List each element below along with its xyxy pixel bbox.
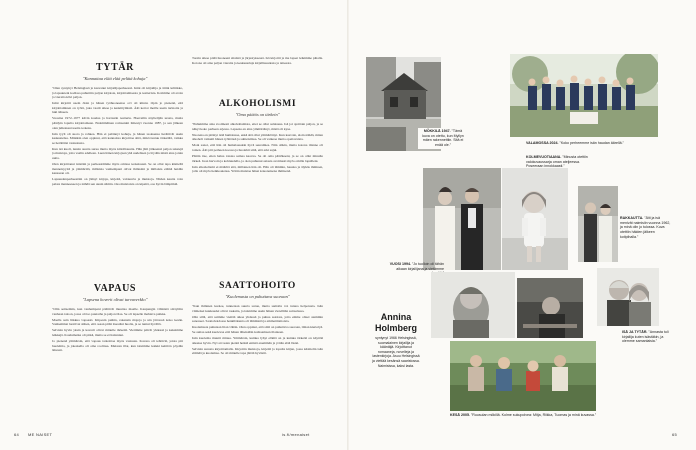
paragraph: "Kun ihminen kuolee, tunnetaan suurta surua, mutta samalla voi tuntea helpotusta. Isän viimeiset kuukaudet olivat raskaita, ja istuimme usein hänen vierellään sairaalassa. xyxy=(192,304,323,313)
paragraph: Kun isä kuoli, tunsin suurta surua mutta myös kiitollisuutta. Hän jätti jälkeensä paljon tekstejä ja muistoja, joita vaalin edelleen. Luen hänen kirjojaan yhä uudelleen ja löydän niistä aina jotain uutta. xyxy=(52,146,183,161)
paragraph: Isäni kirjoitti usein öisin ja hänen työhuoneensa ovi oli kiinni. Opin jo pienenä, että kirjoittaminen on työtä, joka vaatii aikaa ja keskittymistä. Äiti kertoi meille usein tarinoita ja luki ääneen. xyxy=(52,101,183,115)
caption-text: "Jo tuolloin oli tähän aikaan kirjailijana ja vietämme xyxy=(396,262,444,271)
caption-text: "Annasta tuli kirjailija kuten isästäkin, ja olemme samanlaisia." xyxy=(622,330,669,344)
bio-text: syntynyt 1966 Helsingissä, suomalainen kirjailija ja kääntäjä. Kirjoittanut romaaneja, novelleja ja lastenkirjoja. Asuu Helsingissä ja viettää kesänsä saaristossa. Naimisissa, kaksi lasta. xyxy=(372,336,420,368)
paragraph: Isän kuolema muutti minua. Ymmärsin, kuinka lyhyt elämä on ja kuinka tärkeää on käyttää aikansa hyvin. Nyt arvostan pieniä hetkiä entistä enemmän ja yritän elää läsnä. xyxy=(192,336,323,345)
bio-name-last: Holmberg xyxy=(374,323,417,333)
subheading-saattohoito: "Kuolemasta on puhuttava suoraan" xyxy=(225,294,290,299)
photo-father-writing xyxy=(517,278,583,338)
paragraph: Jo pienenä ymmärsin, että vapaus tarkoittaa myös vastuuta. Kotona oli tehtäviä, joista piti huolehtia, ja jokaisella oli oma roolinsa. Muistan illat, kun istuimme kaikki keittiön pöydän ääressä. xyxy=(52,339,183,353)
caption-label: RAKKAUTTA. xyxy=(620,216,644,220)
caption-label: MÖKKILÄ 1947. xyxy=(423,129,451,133)
paragraph: Lapsuudenperheestäni on jäänyt kirjoja, kirjeitä, valokuvia ja muistoja. Niiden kautta voin palata menneeseen ja nähdä sen uusin silmin. Osa muistoista on kipeitä, osa hyvin lämpimiä. xyxy=(52,177,183,186)
paragraph: Selvisin hyvin yksin ja kaverit olivat minulle tärkeitä. Vietimme päivät yhdessä ja keksimme leikkejä. Koulumatka oli pitkä, mutta se ei haitannut. xyxy=(52,328,183,337)
subheading-tytar: "Kannattaa elää elää pelätä kohuja" xyxy=(82,76,148,81)
caption-label: VALAMOSSA 2024. xyxy=(526,141,559,145)
caption-label: VUOSI 1994. xyxy=(389,262,411,266)
paragraph: Moni sanoi, että hän oli humalassakin hyvä seuramies. Niin olikin, mutta kotona tilanne oli toinen. Äiti piti perheen koossa ja huolehti siitä, että arki sujui. xyxy=(192,143,323,152)
paragraph: "Puhuimme aina avoimesti alkoholismista, ettei se ollut salaisuus. Isä joi ajoittain paljon, ja se näkyi koko perheen arjessa. Lapsena en aina ymmärtänyt, mistä oli kyse. xyxy=(192,122,323,131)
column-alkoholismi xyxy=(192,122,323,274)
caption-kesa-2005 xyxy=(450,413,600,418)
heading-tytar: TYTÄR xyxy=(95,62,134,73)
paragraph: Päätin itse, etten halua toistaa samaa kaavaa. Se oli oma päätökseni, ja se on ollut minulle tärkeä. Juon harvoin ja kohtuudella, ja olen puhunut asiasta avoimesti myös omille lapsilleni. xyxy=(192,154,323,163)
photo-parents-couple xyxy=(578,186,618,262)
column-tytar xyxy=(52,86,183,282)
heading-saattohoito: SAATTOHOITO xyxy=(219,281,296,291)
photo-girl-studio xyxy=(502,168,568,270)
folio-left-page-number: 64 xyxy=(14,432,20,437)
paragraph: Maalla sain liikkua vapaasti. Kiipesin puihin, rakensin majoja ja uin järvessä koko kesän. Vanhemmat luottivat siihen, että osaan pitää itsestäni huolta, ja se tuntui hyvältä. xyxy=(52,317,183,327)
page-gutter xyxy=(347,0,349,450)
caption-text: "Koko perheemme isän haudan äärellä." xyxy=(559,141,624,145)
paragraph: Kuolemasta puhutaan liian vähän. Olen oppinut, että siitä on puhuttava suoraan, ilman kiertelyä. Se auttaa sekä kuolevaa että hänen läheisiään kohtaamaan tilanteen. xyxy=(192,325,323,334)
caption-kolmevuotiaana xyxy=(526,155,596,169)
paragraph: "Olen syntynyt Helsingissä ja kasvanut kirjailijaperheessä. Isäni oli kirjailija ja äitini kriitikko, ja lapsuuteni kodissa puhuttiin paljon kirjoista, kirjoittamisesta ja teatterista. Kotimme oli avoin ja vieraita kävi paljon. xyxy=(52,86,183,100)
caption-text: "Äiti ja isä menivät naimisiin vuonna 1962, ja minä olin jo tulossa. Kuva otettiin häiden jälkeen kotipihalla." xyxy=(620,216,671,239)
caption-isa-ja-tytar xyxy=(622,330,674,344)
folio-right-page-number: 65 xyxy=(672,432,678,437)
photo-wedding-couple xyxy=(423,168,501,270)
paragraph: "Olin seitsemän, kun vanhempani päättivät muuttaa maalle. Kaupungin vilinästä siirryttiin vanhaan taloon, jossa oli iso puutarha ja paljon tilaa. Se oli lapselle mahtava paikka. xyxy=(52,307,183,316)
caption-label: KESÄ 2005. xyxy=(450,413,470,417)
caption-rakkautta xyxy=(620,216,672,240)
subheading-alkoholismi: "Oma päätös on tärkein" xyxy=(235,112,280,117)
paragraph: Olen kirjoittanut isästäni ja perheestämme myös omissa teoksissani. Se on ollut tapa käsitellä menneisyyttä ja ymmärtää, millaisia vanhempani olivat ihmisinä ja millaista elämä heidän kanssaan oli. xyxy=(52,162,183,176)
photo-father-daughter xyxy=(597,268,659,326)
paragraph: Nuorena en pitänyt isää humalassa, enkä sitä ollut ymmärtänyt. Kun kasvoin, aloin nähdä, miten alkoholi vaikutti hänen työhönsä ja suhteisiinsa. Se oli vaikeaa mutta opettavaista. xyxy=(192,132,323,142)
column-vapaus xyxy=(52,307,183,425)
paragraph: Olin sillä, että saimme viettää aikaa yhdessä ja puhua asioista, joita emme olleet aiemmin sanoneet. Saattohoidossa henkilökunta oli lämmintä ja ammattitaitoista. xyxy=(192,314,323,324)
photo-kesa-2005 xyxy=(450,341,596,411)
column-intro-2 xyxy=(192,56,323,102)
column-saattohoito xyxy=(192,304,323,425)
paragraph: Isän tyyli oli suora ja rohkea. Hän ei pelännyt kohuja, ja hänen teoksensa herättivät usein keskustelua. Minäkin olen oppinut, että kannattaa kirjoittaa siitä, mikä tuntuu tärkeältä, vaikka se herättäisi vastustusta. xyxy=(52,131,183,145)
bio-name-first: Annina xyxy=(380,312,412,322)
caption-text: "Tämä kuva on otettu, kun Myllyn mäen rakennettiin. Sitä ei enää ole." xyxy=(422,129,464,148)
paragraph: Selvisin surusta kirjoittamalla. Kirjoitin muistoja, kirjeitä ja lopulta kirjan, jossa käsittelin isän elämää ja kuolemaa. Se oli minulle tapa jättää hyvästit. xyxy=(192,346,323,356)
caption-mokkila xyxy=(418,128,468,149)
folio-center-url: is.fi/menaiset xyxy=(282,432,310,437)
caption-text: "Minusta otettiin valokuvaussarja oman ateljeessa. Poseeraan innokkaasti." xyxy=(526,155,588,169)
caption-text: "Ruusulan mökillä. Kolme sukupolvea: Mitja, Riikka, Tuomas ja minä kuvassa." xyxy=(470,413,597,417)
folio-left-brand: ME NAISET xyxy=(28,432,53,437)
photo-father-portrait xyxy=(431,272,515,338)
caption-label: KOLMEVUOTIAANA. xyxy=(526,155,562,159)
paragraph: Isän alkoholismi ei määritä sitä, millainen hän oli. Hän oli lämmin, hauska ja älykäs ihminen, jolla oli myös heikkoutensa. Yritän muistaa hänet kokonaisena ihmisenä. xyxy=(192,164,323,174)
heading-vapaus: VAPAUS xyxy=(93,283,137,294)
photo-valamossa-group xyxy=(510,54,658,137)
caption-valamossa xyxy=(526,141,666,146)
heading-alkoholismi: ALKOHOLISMI xyxy=(218,99,297,109)
caption-label: ISÄ JA TYTÄR. xyxy=(622,330,648,334)
paragraph: Tuotin aikaa pitää huoneeni siistinä ja järjestyksessä. Isä kirjoitti ja me lapset leikimme pihalla. Kotona oli aina paljon vieraita ja keskusteluja kirjallisuudesta ja taiteesta. xyxy=(192,56,323,65)
subheading-vapaus: "Lapsena koverit olivat turvaverkko" xyxy=(82,297,148,302)
paragraph: Vuosina 1972–1977 kävin koulua ja harrastin teatteria. Haaveilin näyttelijän urasta, mutta päädyin lopulta kirjoittamaan. Ensimmäinen romaanini ilmestyi vuonna 1987, ja sen jälkeen olen julkaissut useita teoksia. xyxy=(52,116,183,130)
